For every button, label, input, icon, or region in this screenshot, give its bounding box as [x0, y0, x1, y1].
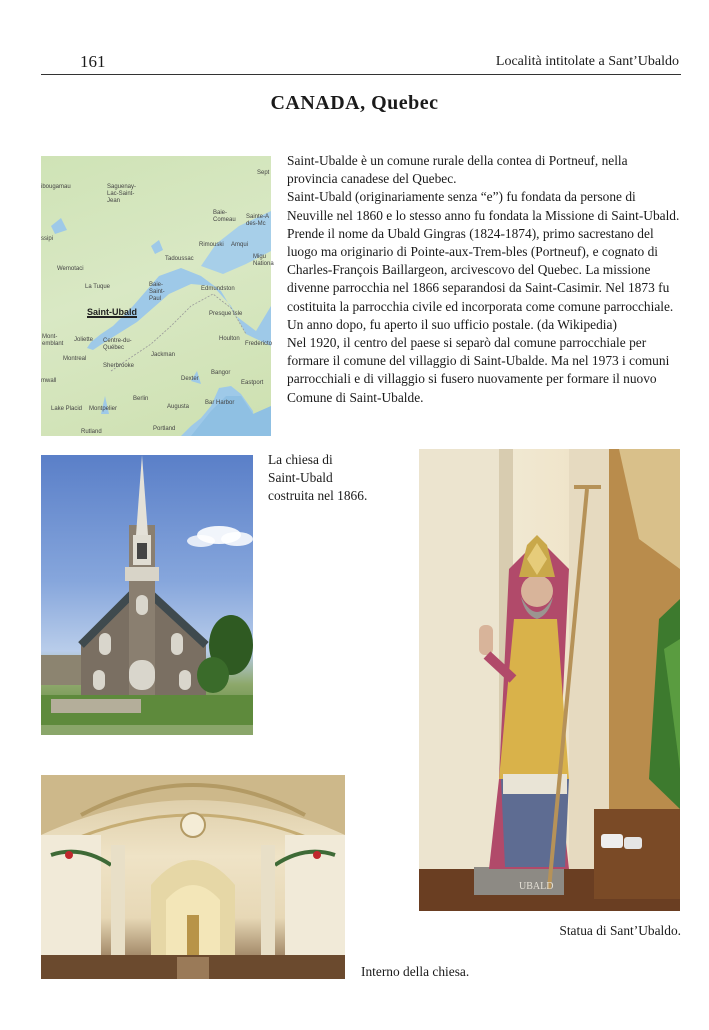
map-label: Migu Nationa — [253, 254, 274, 267]
caption-line: costruita nel 1866. — [268, 488, 368, 504]
map-label: Joliette — [74, 337, 94, 343]
caption-line: Saint-Ubald — [268, 470, 333, 486]
map-label: Fredericto — [245, 341, 273, 347]
interior-caption: Interno della chiesa. — [361, 964, 470, 979]
map-label: Presque Isle — [209, 311, 243, 317]
region-map — [41, 156, 274, 436]
saint-ubald-label: Saint-Ubald — [87, 307, 138, 317]
map-label: Sept — [257, 170, 270, 176]
page-number: 161 — [80, 52, 106, 71]
map-label: Montreal — [63, 356, 87, 362]
map-label: Augusta — [167, 404, 190, 410]
map-label: Sainte-A des-Mc — [246, 214, 270, 227]
map-label: Rimouski — [199, 242, 224, 248]
map-label: Rutland — [81, 429, 102, 435]
map-label: Amqui — [231, 242, 249, 248]
interior-photo — [41, 775, 345, 979]
paragraph: Nel 1920, il centro del paese si separò dal comune parrocchiale per formare il comune del villaggio di Saint-Ubalde. Ma nel 1973 i comuni parrocchiali e di villaggio si fusero nuovamente per formare il nuovo Comune di Saint-Ubalde. — [287, 335, 670, 405]
map-label: Houlton — [219, 336, 240, 342]
lake — [51, 218, 67, 234]
map-label: Bangor — [211, 370, 231, 376]
map-label: Saguenay- Lac-Saint- Jean — [107, 184, 137, 204]
lake — [151, 240, 163, 254]
church-photo — [41, 455, 253, 735]
map-label: Tadoussac — [165, 256, 194, 262]
statue-caption: Statua di Sant’Ubaldo. — [559, 923, 681, 938]
map-label: Lake Placid — [51, 406, 83, 412]
interior-illustration — [41, 775, 345, 979]
map-label: Portland — [153, 426, 176, 432]
article-text — [287, 152, 681, 407]
map-label: Sherbrooke — [103, 363, 135, 369]
statue-plaque: UBALD — [519, 881, 554, 892]
map-label: Berlin — [133, 396, 149, 402]
map-label: Baie- Comeau — [213, 210, 236, 223]
border-line — [111, 294, 246, 371]
map-label: Mont- emblant — [42, 334, 64, 347]
map-label: Bar Harbor — [205, 400, 235, 406]
paragraph: Saint-Ubalde è un comune rurale della contea di Portneuf, nella provincia canadese del Quebec. — [287, 153, 628, 187]
map-label: Edmundston — [201, 286, 235, 292]
statue-illustration — [419, 449, 680, 911]
church-illustration — [41, 455, 253, 735]
church-caption — [268, 451, 367, 506]
statue-photo — [419, 449, 680, 911]
map-label: Baie- Saint- Paul — [149, 282, 165, 302]
map-label: Centre-du- Québec — [103, 338, 132, 351]
map-label: ssipi — [41, 236, 54, 242]
caption-line: La chiesa di — [268, 452, 333, 467]
map-label: Montpelier — [89, 406, 118, 412]
map-label: Wemotaci — [57, 266, 84, 272]
map-label: La Tuque — [85, 284, 111, 290]
map-label: ibougamau — [41, 184, 71, 190]
page-title: CANADA, Quebec — [270, 92, 439, 114]
header-rule — [41, 74, 681, 75]
running-title: Località intitolate a Sant’Ubaldo — [495, 54, 679, 69]
map-label: Dexter — [181, 376, 199, 382]
map-label: mwall — [41, 378, 57, 384]
map-label: Eastport — [241, 380, 264, 386]
paragraph: Saint-Ubald (originariamente senza “e”) fu fondata da persone di Neuville nel 1860 e lo stesso anno fu fondata la Missione di Saint-Ubald. Prende il nome da Ubald Gingras (1824-1874), primo sacrestano del luogo ma originario di Pointe-aux-Trem-bles (Portneuf), e cognato di Charles-François Baillargeon, arcivescovo del Quebec. La missione divenne parrocchia nel 1866 separandosi da Saint-Casimir. Nel 1873 fu costituita la parrocchia civile ed incorporata come comune parrocchiale. Un anno dopo, fu aperto il suo ufficio postale. (da Wikipedia) — [287, 189, 680, 332]
map-label: Jackman — [151, 352, 176, 358]
